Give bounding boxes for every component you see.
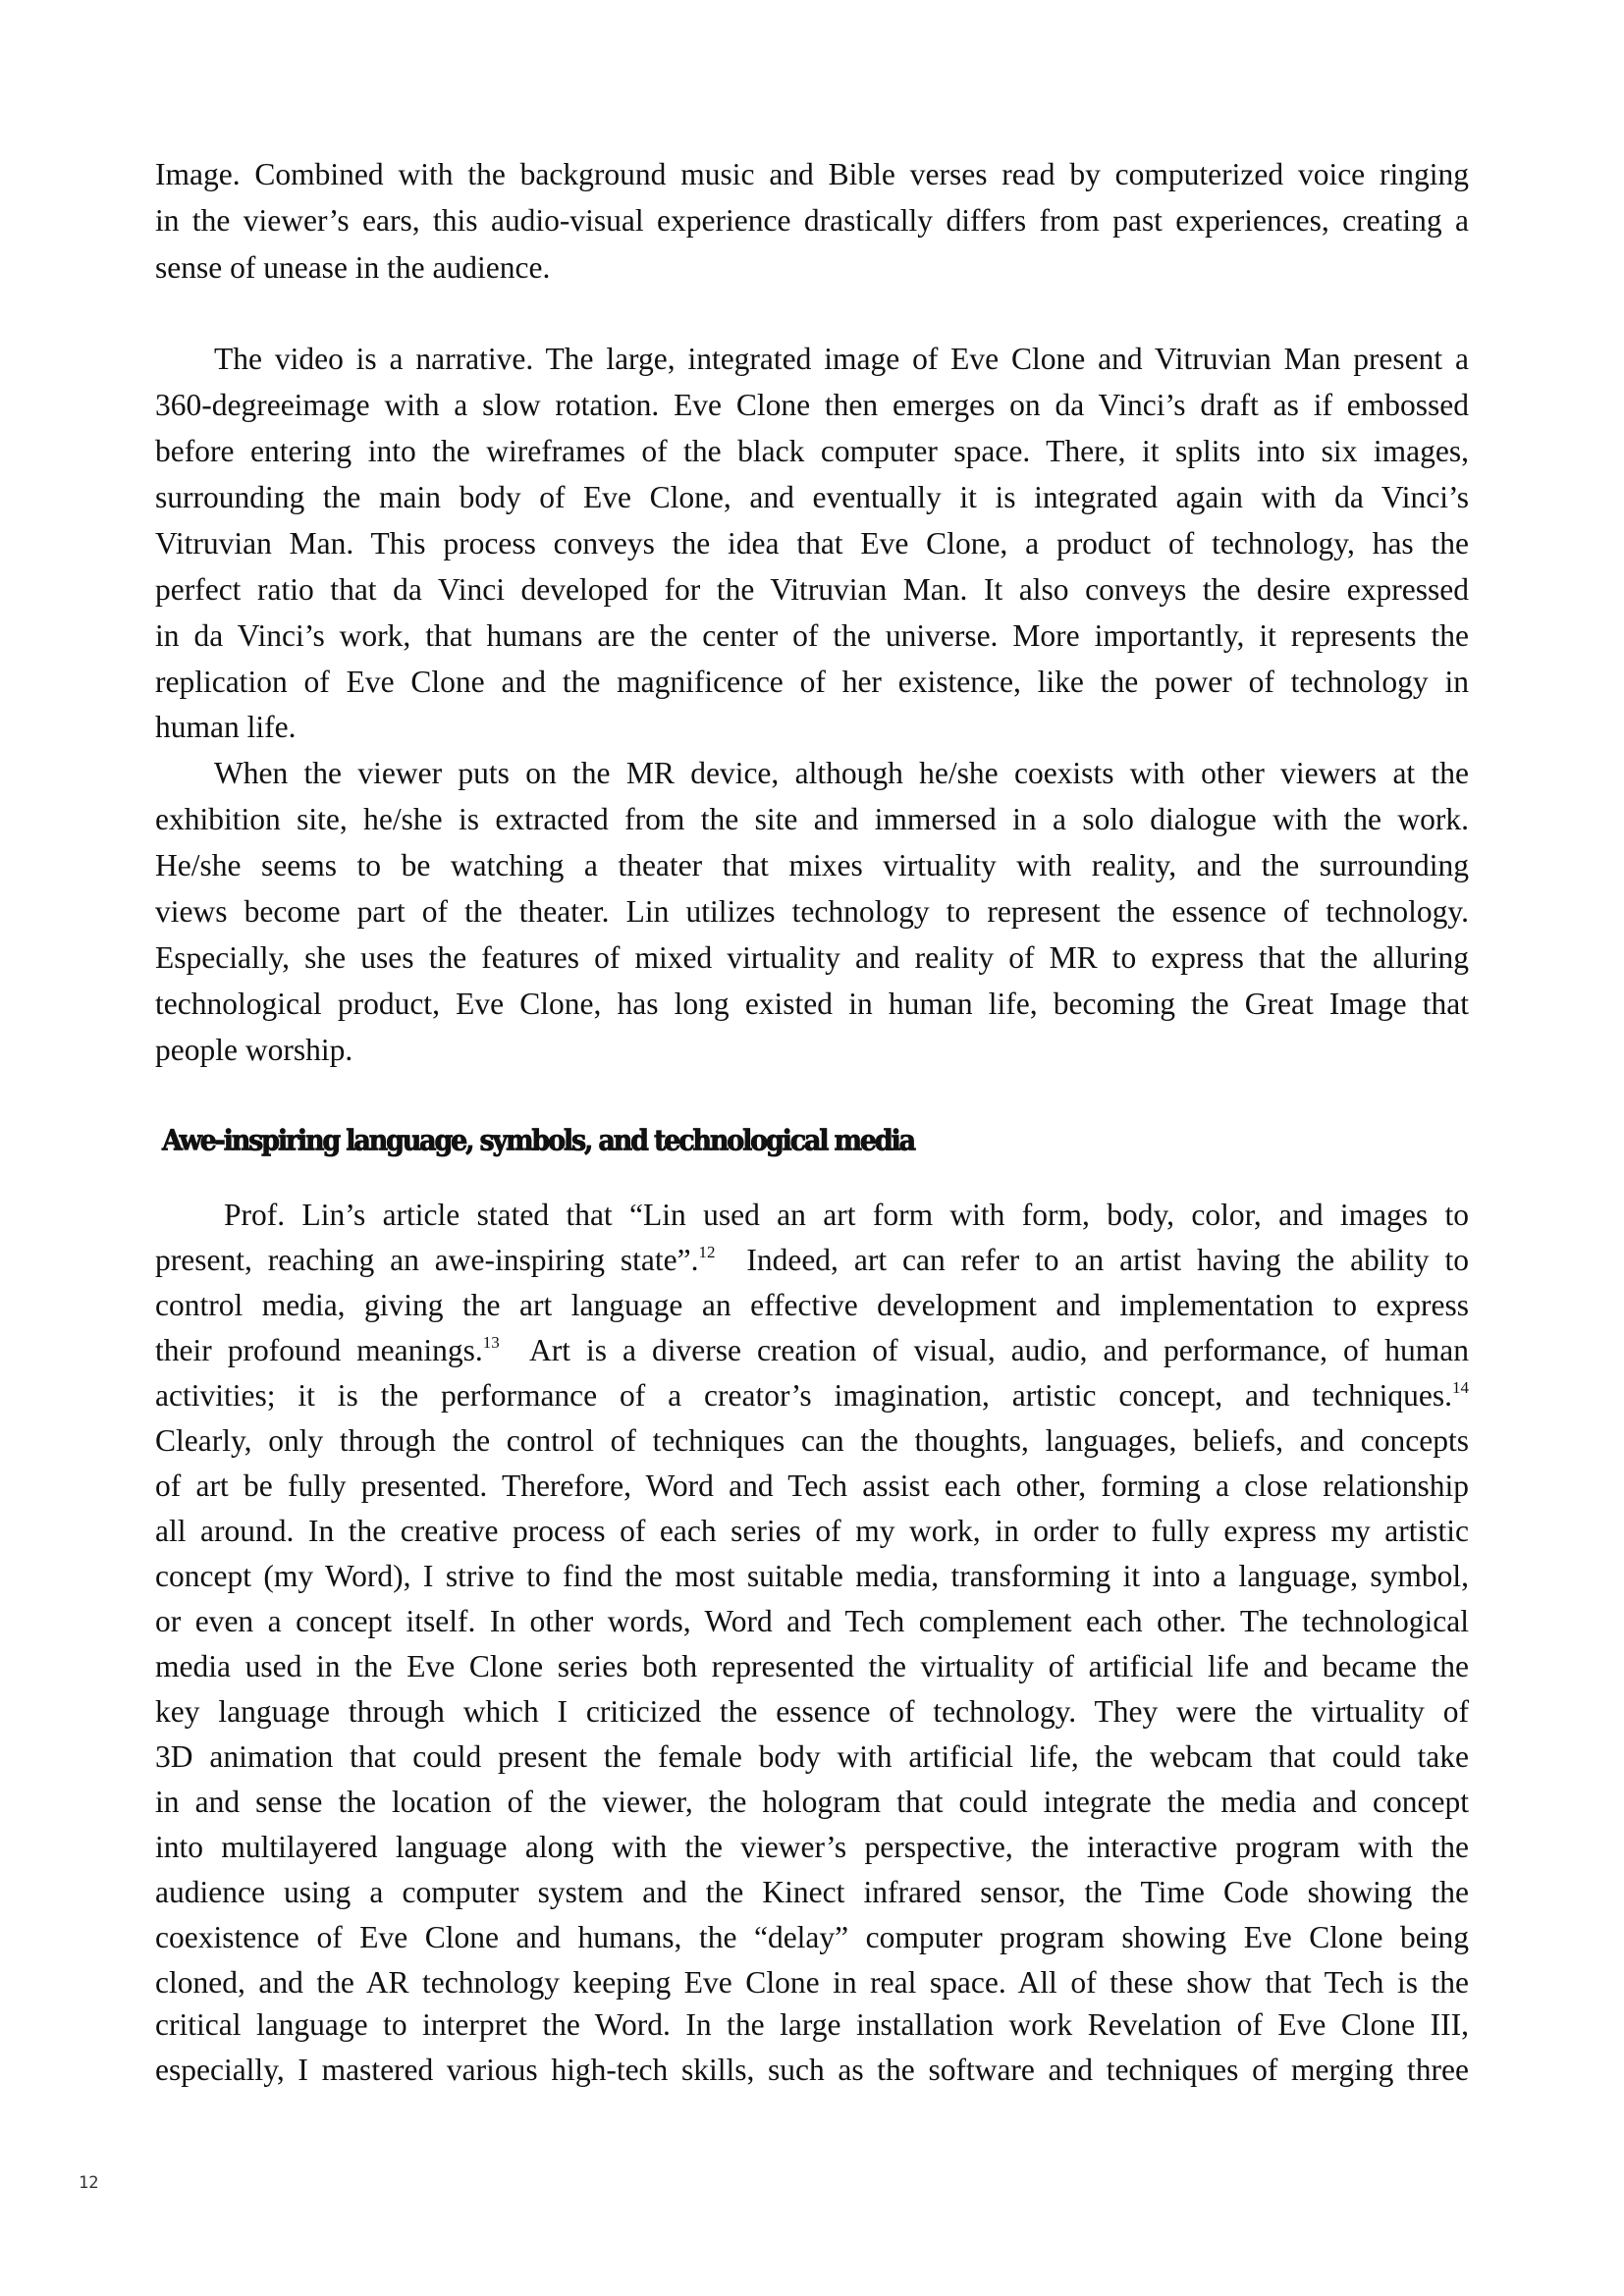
footnote-ref-12[interactable]: 12 [698, 1243, 716, 1261]
footnote-ref-14[interactable]: 14 [1452, 1378, 1469, 1397]
text-line: He/she seems to be watching a theater that mixes virtuality with reality, and the surrounding [155, 848, 1469, 882]
line-text: activities; it is the performance of a creator’s imagination, artistic concept, and techniques. [155, 1378, 1452, 1413]
text-line: key language through which I criticized the essence of technology. They were the virtuality of [155, 1694, 1469, 1729]
text-line: in da Vinci’s work, that humans are the center of the universe. More importantly, it represents the [155, 618, 1469, 653]
text-line: concept (my Word), I strive to find the most suitable media, transforming it into a language, symbol, [155, 1559, 1469, 1593]
text-line: in the viewer’s ears, this audio-visual experience drastically differs from past experiences, creating a [155, 203, 1469, 238]
text-line: people worship. [155, 1033, 353, 1067]
text-line: Prof. Lin’s article stated that “Lin used an art form with form, body, color, and images to [224, 1198, 1469, 1232]
text-line: of art be fully presented. Therefore, Word and Tech assist each other, forming a close relationship [155, 1468, 1469, 1503]
text-line: perfect ratio that da Vinci developed for the Vitruvian Man. It also conveys the desire expressed [155, 572, 1469, 607]
text-line: views become part of the theater. Lin utilizes technology to represent the essence of technology. [155, 894, 1469, 929]
line-text: Indeed, art can refer to an artist having the ability to [715, 1243, 1469, 1277]
text-line: technological product, Eve Clone, has long existed in human life, becoming the Great Image that [155, 987, 1469, 1021]
text-line: coexistence of Eve Clone and humans, the “delay” computer program showing Eve Clone being [155, 1920, 1469, 1954]
text-line: When the viewer puts on the MR device, although he/she coexists with other viewers at the [214, 756, 1469, 790]
text-line: media used in the Eve Clone series both represented the virtuality of artificial life and became the [155, 1649, 1469, 1683]
text-line: all around. In the creative process of each series of my work, in order to fully express my artistic [155, 1514, 1469, 1548]
text-line: surrounding the main body of Eve Clone, and eventually it is integrated again with da Vinci’s [155, 480, 1469, 514]
text-line: before entering into the wireframes of the black computer space. There, it splits into six images, [155, 434, 1469, 468]
line-text: their profound meanings. [155, 1333, 483, 1367]
text-line [155, 1378, 1469, 1414]
section-heading: Awe-inspiring language, symbols, and technological media [162, 1124, 914, 1157]
text-line: cloned, and the AR technology keeping Eve Clone in real space. All of these show that Tech is the [155, 1965, 1469, 2000]
text-line [155, 1243, 1469, 1278]
text-line: Clearly, only through the control of techniques can the thoughts, languages, beliefs, and concepts [155, 1423, 1469, 1458]
text-line: or even a concept itself. In other words, Word and Tech complement each other. The technological [155, 1604, 1469, 1638]
line-text: present, reaching an awe-inspiring state”. [155, 1243, 699, 1277]
text-line: in and sense the location of the viewer, the hologram that could integrate the media and concept [155, 1785, 1469, 1819]
page-number: 12 [79, 2173, 99, 2193]
text-line: critical language to interpret the Word. In the large installation work Revelation of Eve Clone III, [155, 2007, 1469, 2042]
line-text: Art is a diverse creation of visual, audio, and performance, of human [499, 1333, 1469, 1367]
text-line: Image. Combined with the background music and Bible verses read by computerized voice ringing [155, 157, 1469, 191]
footnote-ref-13[interactable]: 13 [482, 1333, 500, 1352]
text-line [155, 1333, 1469, 1368]
text-line: Vitruvian Man. This process conveys the idea that Eve Clone, a product of technology, has the [155, 526, 1469, 561]
text-line: control media, giving the art language an effective development and implementation to express [155, 1288, 1469, 1322]
text-line: especially, I mastered various high-tech skills, such as the software and techniques of merging three [155, 2053, 1469, 2087]
text-line: human life. [155, 710, 297, 744]
text-line: sense of unease in the audience. [155, 250, 551, 285]
text-line: Especially, she uses the features of mixed virtuality and reality of MR to express that the alluring [155, 940, 1469, 975]
text-line: The video is a narrative. The large, integrated image of Eve Clone and Vitruvian Man present a [214, 342, 1469, 376]
text-line: exhibition site, he/she is extracted from the site and immersed in a solo dialogue with the work. [155, 802, 1469, 836]
text-line: 360-degreeimage with a slow rotation. Eve Clone then emerges on da Vinci’s draft as if embossed [155, 388, 1469, 422]
text-line: replication of Eve Clone and the magnificence of her existence, like the power of technology in [155, 665, 1469, 699]
text-line: 3D animation that could present the female body with artificial life, the webcam that could take [155, 1739, 1469, 1774]
text-line: into multilayered language along with the viewer’s perspective, the interactive program with the [155, 1830, 1469, 1864]
text-line: audience using a computer system and the Kinect infrared sensor, the Time Code showing the [155, 1875, 1469, 1909]
